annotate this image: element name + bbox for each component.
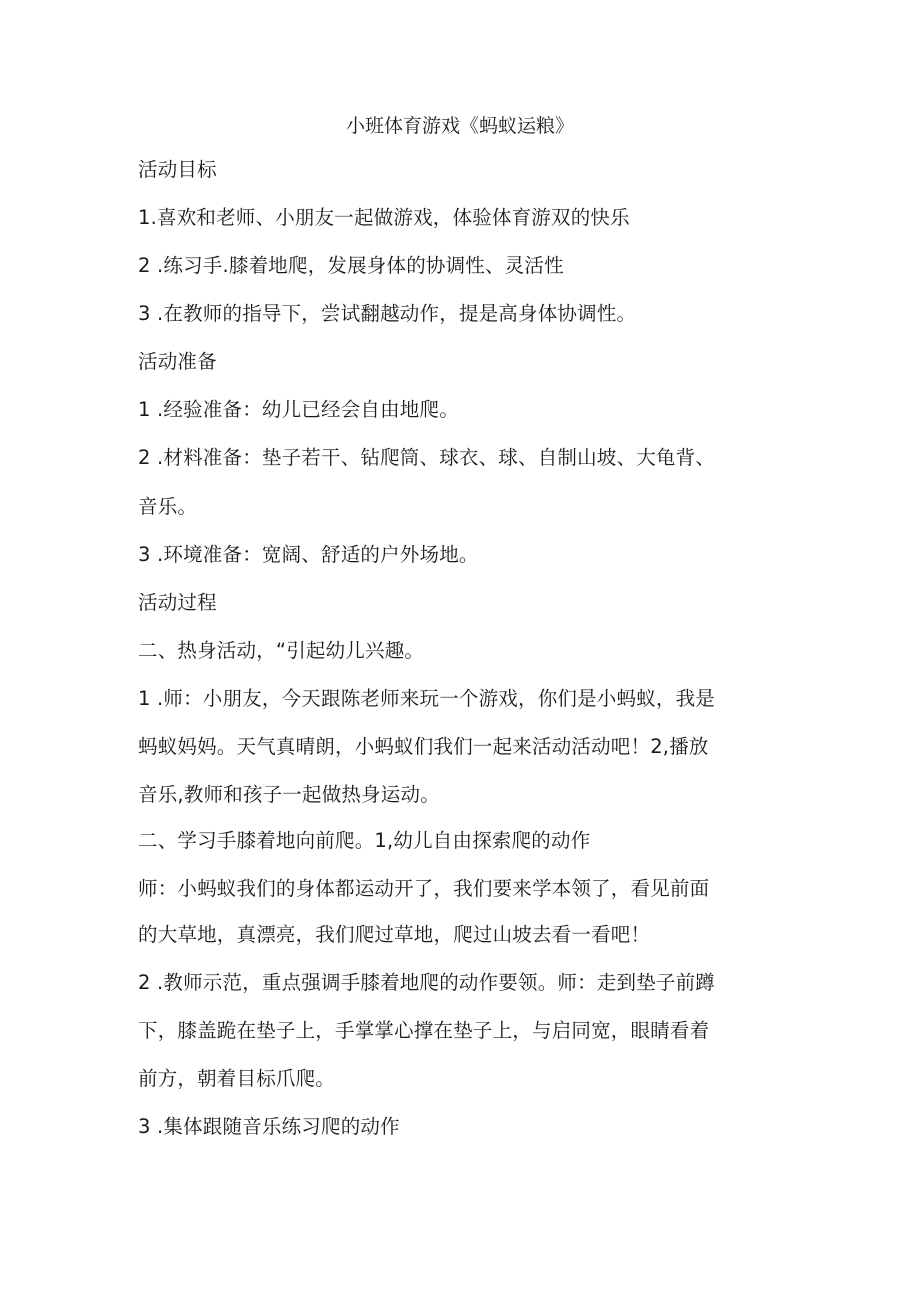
section-heading-preparation: 活动准备 <box>138 350 217 373</box>
section-heading-process: 活动过程 <box>138 591 217 614</box>
paragraph-line: 3 .环境准备：宽阔、舒适的户外场地。 <box>138 543 479 566</box>
paragraph-line: 1.喜欢和老师、小朋友一起做游戏，体验体育游双的快乐 <box>138 206 630 229</box>
paragraph-line: 3 .集体跟随音乐练习爬的动作 <box>138 1115 400 1138</box>
paragraph-line: 下，膝盖跪在垫子上，手掌掌心撑在垫子上，与启同宽，眼睛看着 <box>138 1019 710 1042</box>
paragraph-line: 师：小蚂蚁我们的身体都运动开了，我们要来学本领了，看见前面 <box>138 877 710 900</box>
paragraph-line: 音乐。 <box>138 495 198 518</box>
paragraph-line: 2 .练习手.膝着地爬，发展身体的协调性、灵活性 <box>138 254 564 277</box>
paragraph-line: 二、热身活动，“引起幼儿兴趣。 <box>138 639 425 662</box>
paragraph-line: 3 .在教师的指导下，尝试翻越动作，提是高身体协调性。 <box>138 302 637 325</box>
paragraph-line: 2 .教师示范，重点强调手膝着地爬的动作要领。师：走到垫子前蹲 <box>138 971 716 994</box>
paragraph-line: 二、学习手膝着地向前爬。1,幼儿自由探索爬的动作 <box>138 829 591 852</box>
paragraph-line: 2 .材料准备：垫子若干、钻爬筒、球衣、球、自制山坡、大龟背、 <box>138 446 716 469</box>
document-title: 小班体育游戏《蚂蚁运粮》 <box>345 115 574 137</box>
paragraph-line: 前方，朝着目标爪爬。 <box>138 1067 336 1090</box>
paragraph-line: 的大草地，真漂亮，我们爬过草地，爬过山坡去看一看吧！ <box>138 923 651 946</box>
paragraph-line: 蚂蚁妈妈。天气真晴朗，小蚂蚁们我们一起来活动活动吧！2,播放 <box>138 735 709 758</box>
paragraph-line: 1 .师：小朋友，今天跟陈老师来玩一个游戏，你们是小蚂蚁，我是 <box>138 687 716 710</box>
section-heading-goals: 活动目标 <box>138 158 217 181</box>
paragraph-line: 1 .经验准备：幼儿已经会自由地爬。 <box>138 398 459 421</box>
paragraph-line: 音乐,教师和孩子一起做热身运动。 <box>138 783 440 806</box>
